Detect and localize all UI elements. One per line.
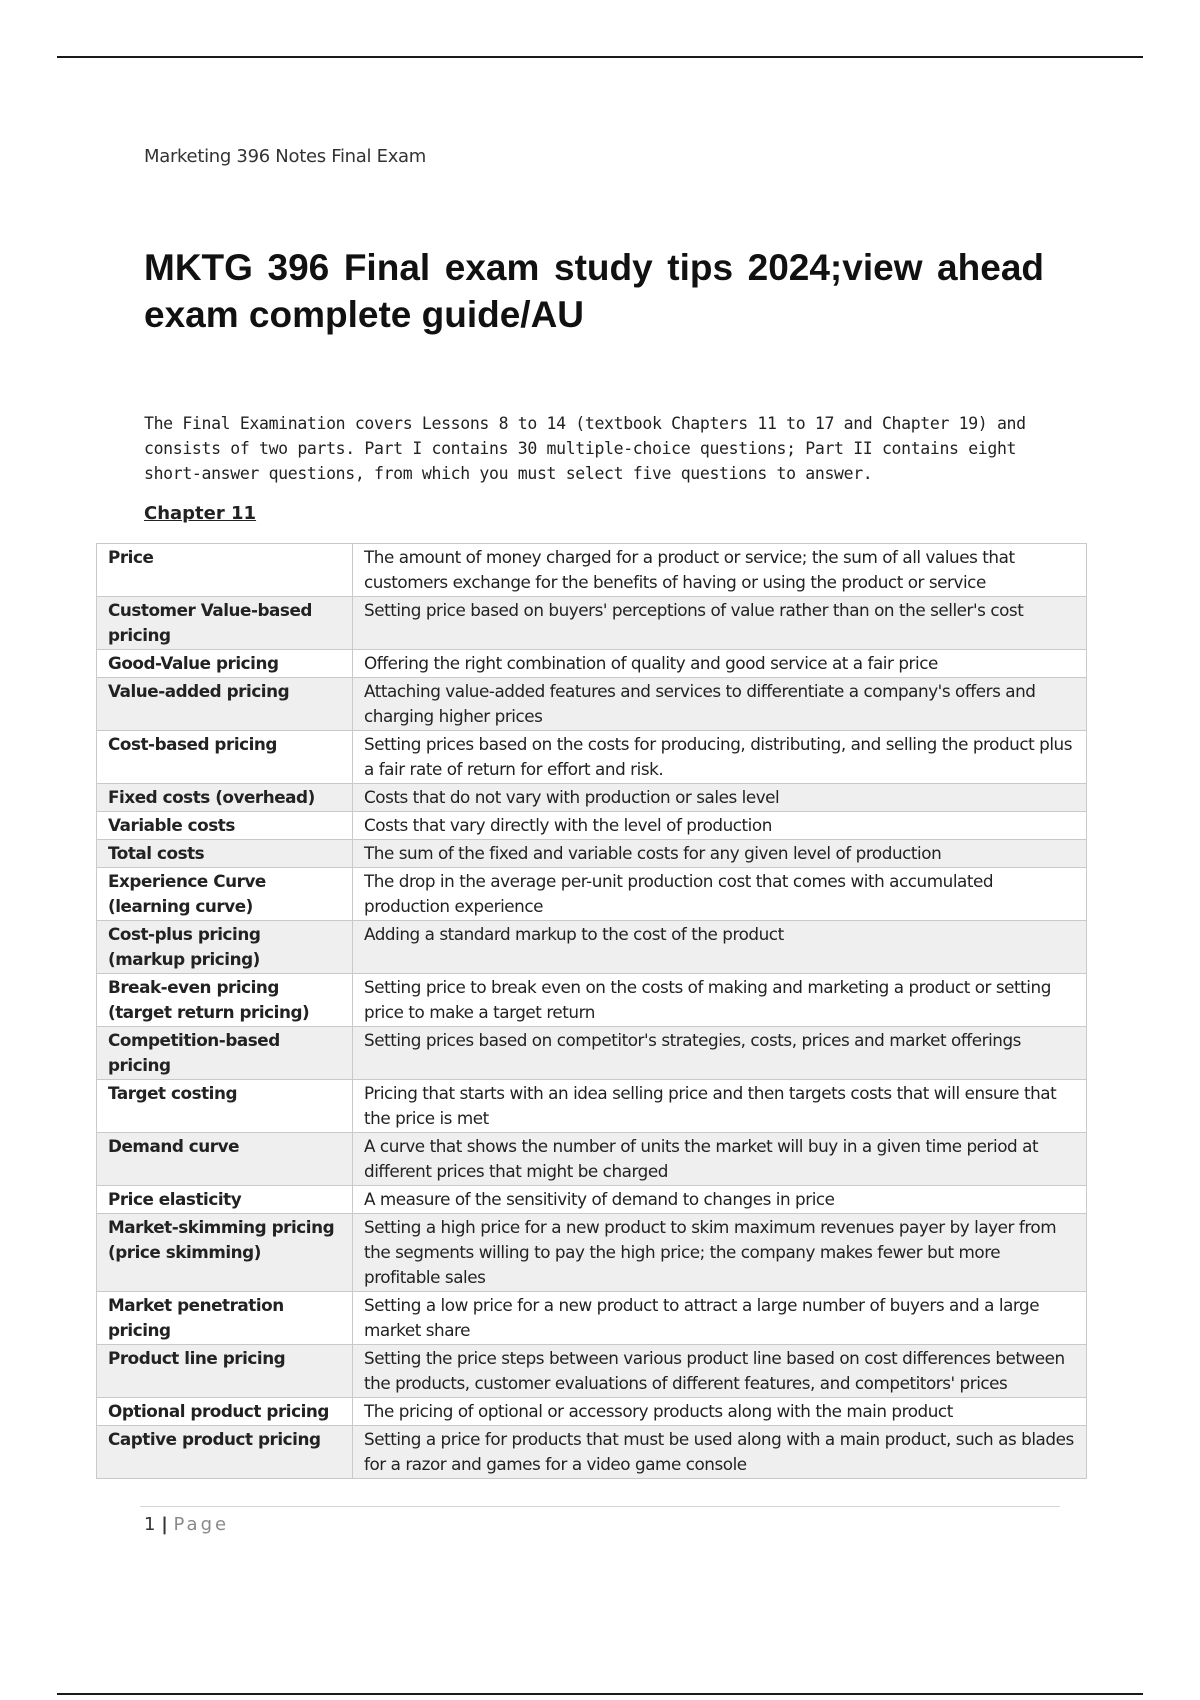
table-row: [97, 1080, 1087, 1133]
footer-rule: [140, 1506, 1060, 1507]
glossary-definition: Setting price to break even on the costs of making and marketing a product or setting price to make a target return: [353, 974, 1087, 1027]
table-row: [97, 678, 1087, 731]
glossary-definition: The sum of the fixed and variable costs for any given level of production: [353, 840, 1087, 868]
glossary-definition: Attaching value-added features and services to differentiate a company's offers and charging higher prices: [353, 678, 1087, 731]
glossary-definition: Setting the price steps between various product line based on cost differences between the products, customer evaluations of different features, and competitors' prices: [353, 1345, 1087, 1398]
glossary-term: Market-skimming pricing (price skimming): [97, 1214, 353, 1292]
glossary-term: Good-Value pricing: [97, 650, 353, 678]
glossary-term: Captive product pricing: [97, 1426, 353, 1479]
footer-separator: |: [161, 1514, 168, 1535]
table-row: [97, 731, 1087, 784]
running-header: Marketing 396 Notes Final Exam: [144, 146, 427, 167]
glossary-definition: Costs that do not vary with production or sales level: [353, 784, 1087, 812]
glossary-term: Total costs: [97, 840, 353, 868]
glossary-term: Demand curve: [97, 1133, 353, 1186]
table-row: [97, 544, 1087, 597]
page-number: 1: [144, 1514, 156, 1535]
glossary-term: Competition-based pricing: [97, 1027, 353, 1080]
glossary-term: Cost-plus pricing (markup pricing): [97, 921, 353, 974]
glossary-term: Cost-based pricing: [97, 731, 353, 784]
glossary-term: Variable costs: [97, 812, 353, 840]
glossary-term: Product line pricing: [97, 1345, 353, 1398]
table-row: [97, 1133, 1087, 1186]
glossary-term: Optional product pricing: [97, 1398, 353, 1426]
intro-paragraph: The Final Examination covers Lessons 8 to 14 (textbook Chapters 11 to 17 and Chapter 19) and consists of two parts. Part I contains 30 multiple-choice questions; Part II contains eight short-answer questions, from which you must select five questions to answer.: [144, 414, 1026, 483]
glossary-definition: The drop in the average per-unit production cost that comes with accumulated production experience: [353, 868, 1087, 921]
glossary-definition: A curve that shows the number of units the market will buy in a given time period at different prices that might be charged: [353, 1133, 1087, 1186]
table-row: [97, 784, 1087, 812]
chapter-heading: Chapter 11: [144, 503, 257, 524]
glossary-definition: Adding a standard markup to the cost of the product: [353, 921, 1087, 974]
table-row: [97, 1398, 1087, 1426]
table-row: [97, 840, 1087, 868]
glossary-term: Experience Curve (learning curve): [97, 868, 353, 921]
glossary-definition: The pricing of optional or accessory products along with the main product: [353, 1398, 1087, 1426]
table-row: [97, 868, 1087, 921]
glossary-term: Break-even pricing (target return pricing): [97, 974, 353, 1027]
glossary-definition: Setting prices based on the costs for producing, distributing, and selling the product plus a fair rate of return for effort and risk.: [353, 731, 1087, 784]
glossary-term: Market penetration pricing: [97, 1292, 353, 1345]
table-row: [97, 1345, 1087, 1398]
glossary-table: [96, 543, 1087, 1479]
table-row: [97, 597, 1087, 650]
bottom-border-rule: [57, 1693, 1143, 1695]
glossary-definition: Setting a low price for a new product to attract a large number of buyers and a large market share: [353, 1292, 1087, 1345]
glossary-term: Fixed costs (overhead): [97, 784, 353, 812]
table-row: [97, 974, 1087, 1027]
glossary-term: Price elasticity: [97, 1186, 353, 1214]
page-footer: [144, 1514, 229, 1535]
glossary-definition: Pricing that starts with an idea selling price and then targets costs that will ensure that the price is met: [353, 1080, 1087, 1133]
glossary-definition: The amount of money charged for a product or service; the sum of all values that customers exchange for the benefits of having or using the product or service: [353, 544, 1087, 597]
table-row: [97, 1186, 1087, 1214]
glossary-definition: Setting a high price for a new product to skim maximum revenues payer by layer from the segments willing to pay the high price; the company makes fewer but more profitable sales: [353, 1214, 1087, 1292]
glossary-term: Value-added pricing: [97, 678, 353, 731]
table-row: [97, 1214, 1087, 1292]
glossary-term: Price: [97, 544, 353, 597]
glossary-definition: Setting a price for products that must be used along with a main product, such as blades for a razor and games for a video game console: [353, 1426, 1087, 1479]
table-row: [97, 812, 1087, 840]
glossary-definition: Setting prices based on competitor's strategies, costs, prices and market offerings: [353, 1027, 1087, 1080]
table-row: [97, 1292, 1087, 1345]
document-title: MKTG 396 Final exam study tips 2024;view ahead exam complete guide/AU: [144, 247, 1044, 335]
page-label: Page: [173, 1514, 230, 1535]
table-row: [97, 1426, 1087, 1479]
table-row: [97, 650, 1087, 678]
glossary-term: Customer Value-based pricing: [97, 597, 353, 650]
glossary-definition: A measure of the sensitivity of demand to changes in price: [353, 1186, 1087, 1214]
glossary-term: Target costing: [97, 1080, 353, 1133]
table-row: [97, 1027, 1087, 1080]
glossary-definition: Costs that vary directly with the level of production: [353, 812, 1087, 840]
table-row: [97, 921, 1087, 974]
glossary-definition: Offering the right combination of quality and good service at a fair price: [353, 650, 1087, 678]
glossary-definition: Setting price based on buyers' perceptions of value rather than on the seller's cost: [353, 597, 1087, 650]
